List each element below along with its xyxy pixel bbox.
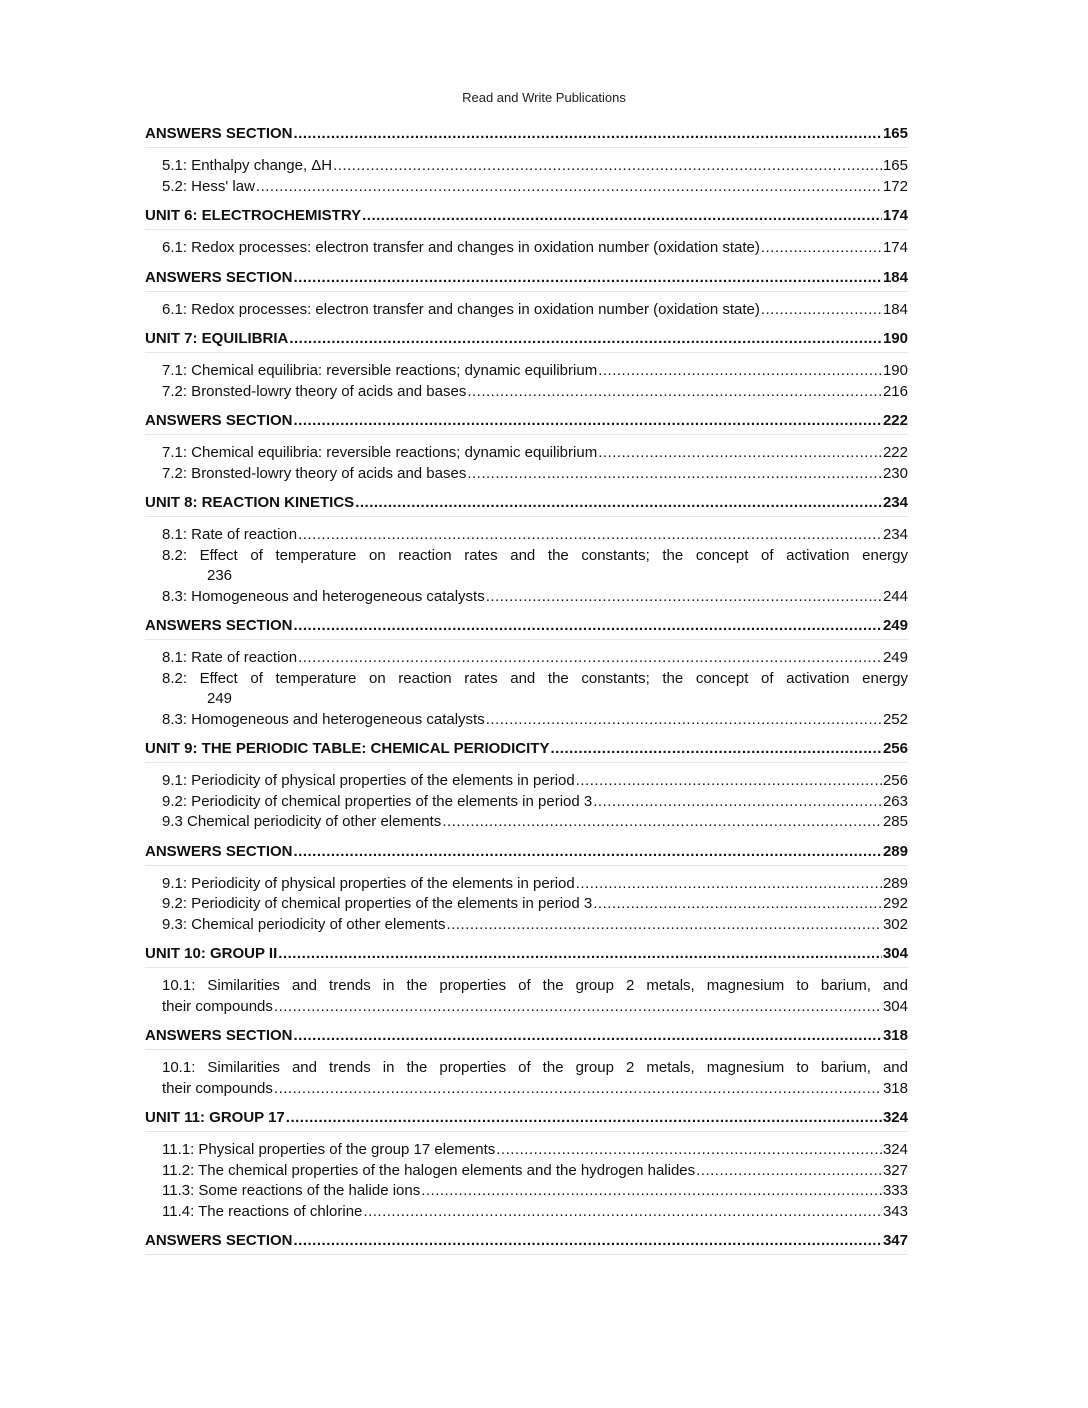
- entry-continuation[interactable]: [162, 997, 908, 1018]
- toc-entry[interactable]: [145, 1058, 908, 1099]
- dot-leader: [598, 443, 882, 464]
- entry-title: ANSWERS SECTION: [145, 268, 293, 286]
- page-number: 234: [882, 494, 908, 511]
- toc-subsections: [145, 300, 908, 321]
- dot-leader: [294, 1026, 882, 1046]
- page-number: 292: [882, 895, 908, 912]
- page-number: 249: [207, 690, 233, 707]
- dot-leader: [467, 382, 882, 403]
- toc-subsections: [145, 648, 908, 730]
- page-number: 256: [882, 772, 908, 789]
- toc-entry[interactable]: [145, 1161, 908, 1182]
- toc-entry[interactable]: [145, 464, 908, 485]
- toc-entry[interactable]: [145, 894, 908, 915]
- running-header: Read and Write Publications: [462, 90, 626, 105]
- entry-title: UNIT 10: GROUP II: [145, 945, 278, 962]
- toc-subsections: [145, 771, 908, 833]
- toc-unit-heading[interactable]: [145, 268, 908, 292]
- dot-leader: [294, 124, 882, 144]
- page-number: 184: [882, 300, 908, 318]
- toc-subsections: [145, 1140, 908, 1222]
- page-number: 222: [882, 412, 908, 429]
- dot-leader: [298, 525, 882, 546]
- toc-entry[interactable]: [145, 1140, 908, 1161]
- toc-subsections: [145, 361, 908, 402]
- toc-subsections: [145, 976, 908, 1017]
- entry-title: 11.3: Some reactions of the halide ions: [162, 1182, 421, 1199]
- toc-entry[interactable]: [145, 300, 908, 321]
- page-number: 244: [882, 587, 908, 605]
- page-number: 304: [882, 997, 908, 1015]
- toc-entry[interactable]: [145, 525, 908, 546]
- entry-title: 8.3: Homogeneous and heterogeneous catalysts: [162, 710, 485, 728]
- dot-leader: [761, 238, 882, 259]
- dot-leader: [363, 1202, 882, 1223]
- entry-title: ANSWERS SECTION: [145, 412, 293, 429]
- dot-leader: [576, 771, 882, 792]
- toc-section: [145, 493, 908, 607]
- toc-entry[interactable]: [145, 792, 908, 813]
- toc-entry[interactable]: [145, 812, 908, 833]
- page-number: 174: [882, 207, 908, 224]
- dot-leader: [355, 493, 882, 513]
- page-number: 172: [882, 177, 908, 195]
- toc-section: [145, 411, 908, 484]
- entry-title: their compounds: [162, 997, 273, 1015]
- entry-title: 10.1: Similarities and trends in the properties of the group 2 metals, magnesium to barium, and: [162, 1059, 908, 1076]
- toc-subsections: [145, 156, 908, 197]
- page-number: 165: [882, 125, 908, 142]
- dot-leader: [294, 616, 882, 636]
- toc-unit-heading[interactable]: [145, 329, 908, 353]
- toc-section: [145, 124, 908, 197]
- toc-entry[interactable]: [145, 648, 908, 669]
- toc-entry[interactable]: [145, 710, 908, 731]
- entry-title: 7.2: Bronsted-lowry theory of acids and bases: [162, 382, 467, 400]
- page-number: 190: [882, 330, 908, 347]
- entry-title: 7.1: Chemical equilibria: reversible reactions; dynamic equilibrium: [162, 444, 598, 461]
- toc-entry[interactable]: [145, 587, 908, 608]
- toc-entry[interactable]: [145, 1202, 908, 1223]
- toc-unit-heading[interactable]: [145, 411, 908, 435]
- entry-title: 9.1: Periodicity of physical properties of the elements in period: [162, 772, 575, 789]
- entry-title: UNIT 6: ELECTROCHEMISTRY: [145, 207, 362, 224]
- dot-leader: [333, 156, 882, 177]
- entry-title: 9.3: Chemical periodicity of other elements: [162, 915, 446, 933]
- page-number: 343: [882, 1202, 908, 1220]
- dot-leader: [294, 842, 882, 862]
- dot-leader: [289, 329, 882, 349]
- toc-entry[interactable]: [145, 382, 908, 403]
- entry-continuation[interactable]: [162, 1079, 908, 1100]
- page-number: 324: [882, 1141, 908, 1158]
- dot-leader: [294, 268, 882, 288]
- toc-subsections: [145, 1058, 908, 1099]
- page-number: 252: [882, 710, 908, 728]
- entry-title: 5.2: Hess' law: [162, 177, 255, 195]
- toc-entry[interactable]: [145, 443, 908, 464]
- dot-leader: [486, 710, 882, 731]
- entry-title: 9.2: Periodicity of chemical properties of the elements in period 3: [162, 895, 593, 912]
- toc-subsections: [145, 443, 908, 484]
- toc-entry[interactable]: [145, 874, 908, 895]
- dot-leader: [256, 177, 882, 198]
- dot-leader: [496, 1140, 882, 1161]
- page-number: 236: [207, 567, 233, 584]
- dot-leader: [274, 997, 882, 1018]
- entry-title: 11.4: The reactions of chlorine: [162, 1202, 363, 1220]
- page-number: 230: [882, 464, 908, 482]
- page-number: 327: [882, 1161, 908, 1179]
- page-number: 302: [882, 915, 908, 933]
- entry-title: 5.1: Enthalpy change, ΔH: [162, 157, 333, 174]
- toc-unit-heading[interactable]: [145, 1026, 908, 1050]
- dot-leader: [278, 944, 882, 964]
- page-number: 347: [882, 1232, 908, 1249]
- toc-section: [145, 268, 908, 321]
- toc-section: [145, 206, 908, 259]
- dot-leader: [442, 812, 882, 833]
- entry-title: ANSWERS SECTION: [145, 1027, 293, 1044]
- entry-title: 7.1: Chemical equilibria: reversible reactions; dynamic equilibrium: [162, 362, 598, 379]
- toc-entry[interactable]: [145, 156, 908, 177]
- page-number: 285: [882, 813, 908, 830]
- page-number: 249: [882, 617, 908, 634]
- toc-entry[interactable]: [145, 976, 908, 1017]
- toc-section: [145, 1231, 908, 1255]
- toc-unit-heading[interactable]: [145, 1231, 908, 1255]
- page-number: 289: [882, 874, 908, 892]
- toc-entry[interactable]: [145, 669, 908, 710]
- entry-title: 10.1: Similarities and trends in the properties of the group 2 metals, magnesium to barium, and: [162, 977, 908, 994]
- toc-section: [145, 1108, 908, 1222]
- dot-leader: [362, 206, 882, 226]
- dot-leader: [446, 915, 881, 936]
- toc-entry[interactable]: [145, 915, 908, 936]
- entry-title: UNIT 11: GROUP 17: [145, 1109, 285, 1126]
- entry-title: 9.1: Periodicity of physical properties of the elements in period: [162, 874, 575, 892]
- page-number: 318: [882, 1027, 908, 1044]
- page-number: 263: [882, 792, 908, 810]
- page-number: 190: [882, 362, 908, 379]
- entry-title: UNIT 8: REACTION KINETICS: [145, 494, 355, 511]
- entry-title: 6.1: Redox processes: electron transfer and changes in oxidation number (oxidation state): [162, 239, 760, 256]
- entry-title: ANSWERS SECTION: [145, 617, 293, 634]
- page-number: 216: [882, 382, 908, 400]
- toc-unit-heading[interactable]: [145, 944, 908, 968]
- toc-entry[interactable]: [145, 361, 908, 382]
- toc-subsections: [145, 525, 908, 607]
- page-number: 289: [882, 842, 908, 860]
- toc-section: [145, 739, 908, 833]
- entry-title: ANSWERS SECTION: [145, 842, 293, 860]
- dot-leader: [593, 894, 882, 915]
- entry-title: 11.1: Physical properties of the group 17 elements: [162, 1141, 496, 1158]
- toc-entry[interactable]: [145, 1181, 908, 1202]
- entry-title: 8.1: Rate of reaction: [162, 526, 298, 543]
- dot-leader: [593, 792, 882, 813]
- page-number: 318: [882, 1079, 908, 1097]
- entry-title: 6.1: Redox processes: electron transfer and changes in oxidation number (oxidation state): [162, 300, 760, 318]
- entry-title: 8.3: Homogeneous and heterogeneous catalysts: [162, 587, 485, 605]
- toc-subsections: [145, 238, 908, 259]
- dot-leader: [467, 464, 882, 485]
- page-number: 165: [882, 157, 908, 174]
- toc-entry[interactable]: [145, 238, 908, 259]
- page-number: 256: [882, 740, 908, 757]
- page-number: 174: [882, 239, 908, 256]
- dot-leader: [576, 874, 882, 895]
- toc-unit-heading[interactable]: [145, 493, 908, 517]
- dot-leader: [274, 1079, 882, 1100]
- dot-leader: [294, 1231, 882, 1251]
- toc-section: [145, 842, 908, 936]
- dot-leader: [294, 411, 882, 431]
- table-of-contents: [145, 124, 908, 1264]
- entry-title: 8.2: Effect of temperature on reaction rates and the constants; the concept of activation energy: [162, 546, 908, 564]
- toc-unit-heading[interactable]: [145, 739, 908, 763]
- entry-title: UNIT 7: EQUILIBRIA: [145, 330, 289, 347]
- page-number: 324: [882, 1109, 908, 1126]
- page-number: 304: [882, 945, 908, 962]
- toc-section: [145, 944, 908, 1017]
- toc-section: [145, 1026, 908, 1099]
- entry-title: 7.2: Bronsted-lowry theory of acids and bases: [162, 464, 467, 482]
- entry-title: their compounds: [162, 1079, 273, 1097]
- dot-leader: [421, 1181, 882, 1202]
- toc-entry[interactable]: [145, 771, 908, 792]
- page-number: 222: [882, 444, 908, 461]
- page-number: 234: [882, 526, 908, 543]
- dot-leader: [598, 361, 882, 382]
- toc-section: [145, 329, 908, 402]
- page-number: 333: [882, 1182, 908, 1199]
- toc-entry[interactable]: [145, 177, 908, 198]
- entry-title: 11.2: The chemical properties of the halogen elements and the hydrogen halides: [162, 1161, 696, 1179]
- toc-unit-heading[interactable]: [145, 842, 908, 866]
- entry-title: 8.1: Rate of reaction: [162, 649, 298, 666]
- toc-unit-heading[interactable]: [145, 1108, 908, 1132]
- dot-leader: [696, 1161, 882, 1182]
- page-number: 184: [882, 268, 908, 286]
- dot-leader: [298, 648, 882, 669]
- dot-leader: [761, 300, 882, 321]
- entry-title: 8.2: Effect of temperature on reaction rates and the constants; the concept of activation energy: [162, 669, 908, 687]
- dot-leader: [486, 587, 882, 608]
- toc-entry[interactable]: [145, 546, 908, 587]
- entry-title: 9.3 Chemical periodicity of other elements: [162, 813, 442, 830]
- toc-unit-heading[interactable]: [145, 124, 908, 148]
- toc-unit-heading[interactable]: [145, 206, 908, 230]
- dot-leader: [550, 739, 882, 759]
- dot-leader: [286, 1108, 882, 1128]
- entry-title: 9.2: Periodicity of chemical properties of the elements in period 3: [162, 792, 593, 810]
- toc-section: [145, 616, 908, 730]
- entry-title: ANSWERS SECTION: [145, 125, 293, 142]
- entry-title: UNIT 9: THE PERIODIC TABLE: CHEMICAL PERIODICITY: [145, 740, 550, 757]
- toc-subsections: [145, 874, 908, 936]
- entry-title: ANSWERS SECTION: [145, 1232, 293, 1249]
- page-number: 249: [882, 649, 908, 666]
- toc-unit-heading[interactable]: [145, 616, 908, 640]
